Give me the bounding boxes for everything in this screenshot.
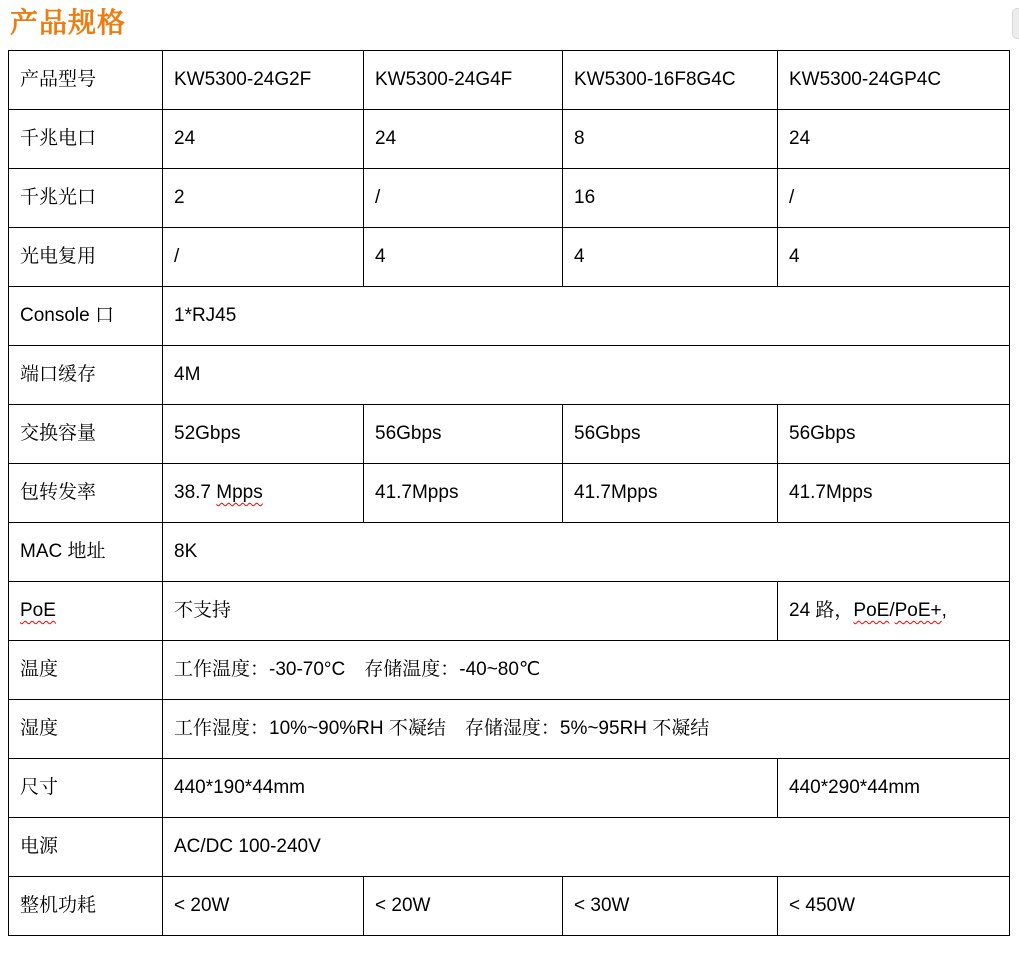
spec-value-text: 24 路，	[789, 600, 854, 621]
row-label: 尺寸	[9, 759, 163, 818]
misspelled-word: Mpps	[216, 482, 263, 503]
row-label	[9, 582, 163, 641]
spec-value: KW5300-16F8G4C	[563, 51, 778, 110]
spec-value: 1*RJ45	[163, 287, 1010, 346]
spec-value: 2	[163, 169, 364, 228]
table-row-gigabit-copper-ports	[9, 110, 1010, 169]
row-label: 端口缓存	[9, 346, 163, 405]
spec-value: 56Gbps	[563, 405, 778, 464]
misspelled-word: PoE+	[894, 600, 942, 621]
spec-value	[163, 464, 364, 523]
spec-value: 工作湿度：10%~90%RH 不凝结 存储湿度：5%~95RH 不凝结	[163, 700, 1010, 759]
spec-value: 41.7Mpps	[563, 464, 778, 523]
misspelled-word: PoE	[853, 600, 890, 621]
table-row-product-model	[9, 51, 1010, 110]
row-label: 湿度	[9, 700, 163, 759]
page-title: 产品规格	[10, 7, 127, 38]
table-row-console-port	[9, 287, 1010, 346]
row-label: 光电复用	[9, 228, 163, 287]
row-label: 交换容量	[9, 405, 163, 464]
row-label: 千兆电口	[9, 110, 163, 169]
product-spec-table	[8, 50, 1010, 936]
table-row-temperature	[9, 641, 1010, 700]
spec-value: 440*190*44mm	[163, 759, 778, 818]
spec-value: KW5300-24GP4C	[778, 51, 1010, 110]
spec-value: 56Gbps	[364, 405, 563, 464]
row-label: 整机功耗	[9, 877, 163, 936]
misspelled-word: PoE	[20, 600, 56, 621]
spec-value: 4	[364, 228, 563, 287]
spec-value: KW5300-24G4F	[364, 51, 563, 110]
spec-value: < 450W	[778, 877, 1010, 936]
spec-value: /	[364, 169, 563, 228]
spec-value: 52Gbps	[163, 405, 364, 464]
spec-value: 不支持	[163, 582, 778, 641]
spec-value: 4	[563, 228, 778, 287]
row-label: MAC 地址	[9, 523, 163, 582]
table-row-switching-capacity	[9, 405, 1010, 464]
spec-value	[778, 582, 1010, 641]
spec-value: < 20W	[364, 877, 563, 936]
row-label: 千兆光口	[9, 169, 163, 228]
spec-value: AC/DC 100-240V	[163, 818, 1010, 877]
row-label: Console 口	[9, 287, 163, 346]
spec-value: 24	[163, 110, 364, 169]
table-row-gigabit-fiber-ports	[9, 169, 1010, 228]
table-row-combo-ports	[9, 228, 1010, 287]
table-row-mac-address	[9, 523, 1010, 582]
spec-value: 56Gbps	[778, 405, 1010, 464]
row-label: 温度	[9, 641, 163, 700]
table-row-humidity	[9, 700, 1010, 759]
spec-value: 24	[364, 110, 563, 169]
table-row-forwarding-rate	[9, 464, 1010, 523]
spec-value: 440*290*44mm	[778, 759, 1010, 818]
table-row-power-supply	[9, 818, 1010, 877]
spec-value: 8K	[163, 523, 1010, 582]
row-label: 电源	[9, 818, 163, 877]
table-row-power-consumption	[9, 877, 1010, 936]
spec-value: 41.7Mpps	[364, 464, 563, 523]
table-row-poe	[9, 582, 1010, 641]
spec-value: KW5300-24G2F	[163, 51, 364, 110]
spec-value: 4M	[163, 346, 1010, 405]
spec-value: /	[778, 169, 1010, 228]
spec-value: 工作温度：-30-70°C 存储温度：-40~80℃	[163, 641, 1010, 700]
spec-value: 16	[563, 169, 778, 228]
spec-value: 8	[563, 110, 778, 169]
spec-value: 4	[778, 228, 1010, 287]
spec-value: 24	[778, 110, 1010, 169]
spec-value: /	[163, 228, 364, 287]
row-label: 产品型号	[9, 51, 163, 110]
clipped-side-widget	[1012, 8, 1019, 39]
spec-value-text: /	[889, 600, 895, 621]
spec-value: < 20W	[163, 877, 364, 936]
spec-value: < 30W	[563, 877, 778, 936]
table-row-port-buffer	[9, 346, 1010, 405]
spec-value-text: 38.7	[174, 482, 217, 503]
spec-value: 41.7Mpps	[778, 464, 1010, 523]
spec-value-text: ,	[941, 600, 947, 621]
row-label: 包转发率	[9, 464, 163, 523]
table-row-dimensions	[9, 759, 1010, 818]
